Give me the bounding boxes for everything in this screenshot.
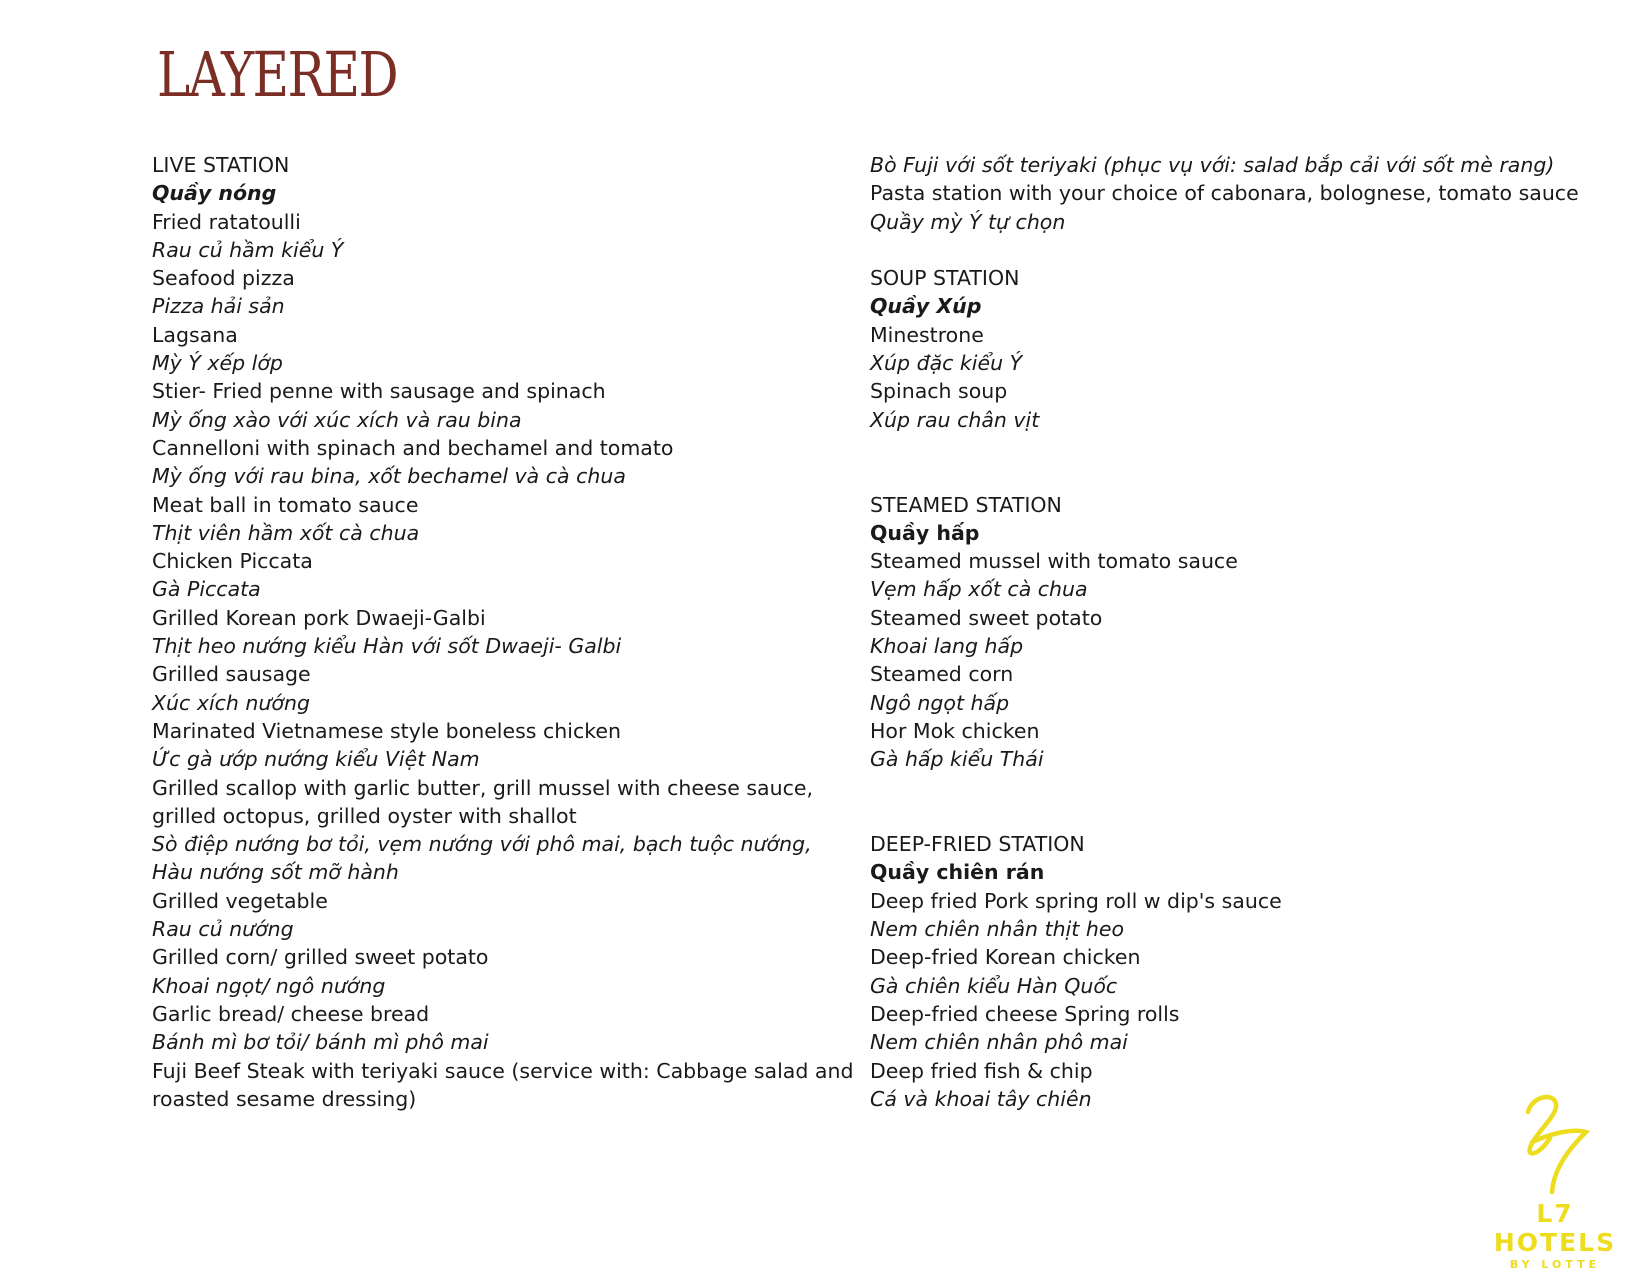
menu-item-en: Fried ratatoulli xyxy=(152,209,301,234)
menu-item-en: Cannelloni with spinach and bechamel and tomato xyxy=(152,435,674,460)
menu-item-en: roasted sesame dressing) xyxy=(152,1086,417,1111)
menu-item-en: Grilled sausage xyxy=(152,662,311,687)
left-column xyxy=(152,151,854,1113)
l7-hotels-logo xyxy=(1470,1088,1640,1271)
right-column xyxy=(870,151,1590,1113)
menu-item-en: Steamed mussel with tomato sauce xyxy=(870,549,1238,574)
menu-item-vi: Khoai lang hấp xyxy=(870,634,1024,659)
menu-item-en: Spinach soup xyxy=(870,379,1008,404)
section-heading-soup-station: SOUP STATION xyxy=(870,266,1020,291)
menu-item-vi: Rau củ nướng xyxy=(152,917,294,942)
menu-item-en: Marinated Vietnamese style boneless chicken xyxy=(152,718,621,743)
layered-logo xyxy=(157,38,407,111)
menu-item-vi: Khoai ngọt/ ngô nướng xyxy=(152,973,386,998)
section-subheading-soup-station: Quầy Xúp xyxy=(870,294,982,319)
menu-item-en: Grilled corn/ grilled sweet potato xyxy=(152,945,489,970)
menu-item-en: Deep fried fish & chip xyxy=(870,1058,1093,1083)
section-heading-deep-fried-station: DEEP-FRIED STATION xyxy=(870,832,1085,857)
menu-item-en: grilled octopus, grilled oyster with shallot xyxy=(152,803,577,828)
spacer xyxy=(870,434,1590,491)
menu-item-vi: Nem chiên nhân thịt heo xyxy=(870,917,1124,942)
menu-item-en: Steamed corn xyxy=(870,662,1014,687)
menu-item-vi: Ức gà ướp nướng kiểu Việt Nam xyxy=(152,747,480,772)
menu-item-en: Deep fried Pork spring roll w dip's sauce xyxy=(870,888,1282,913)
menu-item-en: Seafood pizza xyxy=(152,266,295,291)
menu-item-en: Grilled Korean pork Dwaeji-Galbi xyxy=(152,605,486,630)
menu-item-vi: Mỳ ống xào với xúc xích và rau bina xyxy=(152,407,522,432)
menu-item-en: Deep-fried cheese Spring rolls xyxy=(870,1001,1180,1026)
menu-item-vi: Xúp rau chân vịt xyxy=(870,407,1040,432)
menu-item-vi: Thịt viên hầm xốt cà chua xyxy=(152,520,420,545)
menu-item-vi: Mỳ Ý xếp lớp xyxy=(152,351,283,376)
menu-item-vi: Quầy mỳ Ý tự chọn xyxy=(870,209,1066,234)
section-heading-steamed-station: STEAMED STATION xyxy=(870,492,1062,517)
menu-item-vi: Mỳ ống với rau bina, xốt bechamel và cà chua xyxy=(152,464,626,489)
menu-item-en: Grilled vegetable xyxy=(152,888,328,913)
menu-item-vi: Bánh mì bơ tỏi/ bánh mì phô mai xyxy=(152,1030,489,1055)
menu-item-vi: Hàu nướng sốt mỡ hành xyxy=(152,860,399,885)
menu-item-en: Pasta station with your choice of cabonara, bolognese, tomato sauce xyxy=(870,181,1579,206)
menu-item-vi: Xúp đặc kiểu Ý xyxy=(870,351,1023,376)
section-subheading-deep-fried-station: Quầy chiên rán xyxy=(870,860,1045,885)
menu-item-en: Fuji Beef Steak with teriyaki sauce (service with: Cabbage salad and xyxy=(152,1058,854,1083)
section-subheading-steamed-station: Quầy hấp xyxy=(870,520,980,545)
menu-item-vi: Gà Piccata xyxy=(152,577,261,602)
menu-item-vi: Pizza hải sản xyxy=(152,294,285,319)
spacer xyxy=(870,236,1590,264)
menu-item-vi: Thịt heo nướng kiểu Hàn với sốt Dwaeji- Galbi xyxy=(152,634,622,659)
l7-script-mark-icon xyxy=(1520,1088,1590,1193)
menu-item-en: Garlic bread/ cheese bread xyxy=(152,1001,430,1026)
menu-item-vi: Vẹm hấp xốt cà chua xyxy=(870,577,1088,602)
menu-item-en: Deep-fried Korean chicken xyxy=(870,945,1141,970)
menu-item-en: Minestrone xyxy=(870,322,984,347)
menu-item-en: Hor Mok chicken xyxy=(870,718,1040,743)
section-heading-live-station: LIVE STATION xyxy=(152,153,290,177)
menu-item-vi: Cá và khoai tây chiên xyxy=(870,1086,1092,1111)
menu-item-en: Grilled scallop with garlic butter, grill mussel with cheese sauce, xyxy=(152,775,813,800)
menu-item-vi: Rau củ hầm kiểu Ý xyxy=(152,237,344,262)
menu-item-en: Steamed sweet potato xyxy=(870,605,1103,630)
menu-item-vi: Xúc xích nướng xyxy=(152,690,310,715)
menu-item-vi: Gà hấp kiểu Thái xyxy=(870,747,1044,772)
menu-item-en: Meat ball in tomato sauce xyxy=(152,492,419,517)
svg-text:LAYERED: LAYERED xyxy=(157,38,397,111)
menu-item-en: Stier- Fried penne with sausage and spinach xyxy=(152,379,606,404)
spacer xyxy=(870,774,1590,831)
menu-item-vi: Sò điệp nướng bơ tỏi, vẹm nướng với phô mai, bạch tuộc nướng, xyxy=(152,832,812,857)
menu-item-en: Lagsana xyxy=(152,322,238,347)
hotel-sub: BY LOTTE xyxy=(1509,1258,1601,1271)
layered-wordmark-icon xyxy=(157,38,407,111)
menu-item-vi: Gà chiên kiểu Hàn Quốc xyxy=(870,973,1118,998)
menu-item-vi: Nem chiên nhân phô mai xyxy=(870,1030,1128,1055)
menu-item-vi: Bò Fuji với sốt teriyaki (phục vụ với: salad bắp cải với sốt mè rang) xyxy=(870,153,1555,177)
section-subheading-live-station: Quầy nóng xyxy=(152,181,277,206)
menu-item-en: Chicken Piccata xyxy=(152,549,313,574)
hotel-name: L7 HOTELS xyxy=(1493,1199,1617,1257)
menu-item-vi: Ngô ngọt hấp xyxy=(870,690,1010,715)
